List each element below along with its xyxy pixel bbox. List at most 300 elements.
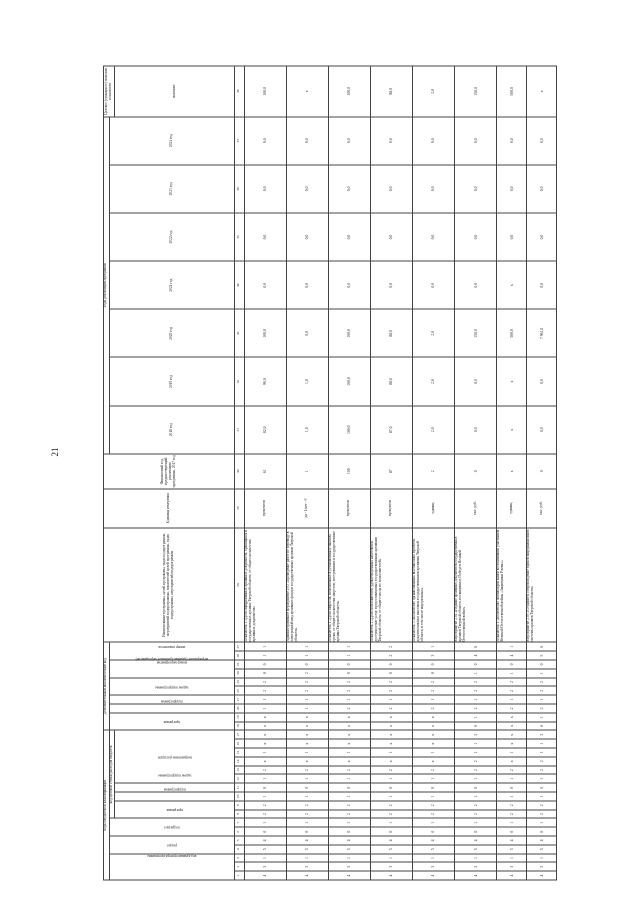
- year-header-2023: 2023 год: [109, 165, 234, 213]
- year-value-cell: 0,0: [328, 165, 370, 213]
- code-cell: 1: [497, 774, 527, 783]
- code-cell: 0: [370, 827, 412, 836]
- code-cell: x: [412, 739, 454, 748]
- code-cell: 2: [328, 810, 370, 819]
- code-cell: 4: [286, 871, 328, 880]
- column-number: 33: [234, 309, 244, 357]
- code-cell: x: [286, 739, 328, 748]
- code-cell: 1: [286, 695, 328, 704]
- code-cell: 3: [526, 730, 556, 739]
- code-cell: 1: [286, 642, 328, 651]
- year-value-cell: 0,0: [497, 165, 527, 213]
- code-cell: 2: [412, 678, 454, 687]
- base-year-cell: 1: [286, 454, 328, 489]
- year-value-cell: 0,0: [244, 213, 286, 261]
- code-cell: x: [244, 713, 286, 722]
- item-name-cell: Административное мероприятие 2.03 «Проведение работ по переводу в электронный вид архивных фондов государственных архивов Тверской области»: [286, 528, 328, 643]
- target-value-cell: 100,0: [328, 66, 370, 117]
- item-name-cell: Мероприятие 2.04 «Издание архивных документов государственных архивов Тверской области, посвященных Победе в Великой Отечественной войне»: [454, 528, 496, 643]
- year-value-cell: 0,0: [286, 261, 328, 309]
- code-cell: x: [497, 757, 527, 766]
- code-cell: x: [497, 722, 527, 731]
- column-number: 35: [234, 213, 244, 261]
- code-cell: 2: [497, 766, 527, 775]
- base-year-cell: 0: [526, 454, 556, 489]
- page-number: 21: [50, 447, 60, 457]
- year-value-cell: 0,0: [244, 165, 286, 213]
- code-cell: 1: [244, 748, 286, 757]
- table-row: [412, 66, 454, 880]
- year-value-cell: 0,0: [328, 213, 370, 261]
- code-cell: 0: [328, 827, 370, 836]
- year-value-cell: 0,0: [526, 406, 556, 454]
- year-value-cell: 0,0: [526, 357, 556, 405]
- target-value-cell: 150,0: [454, 66, 496, 117]
- code-cell: 4: [454, 871, 496, 880]
- item-name-cell: Показатель 1 «Доля запросов, исполненных в установленные законом сроки, от общего количества запросов, поступивших в государственные архивы Тверской области»: [328, 528, 370, 643]
- column-number: 32: [234, 357, 244, 405]
- code-cell: 4: [370, 871, 412, 880]
- code-cell: 1: [526, 748, 556, 757]
- code-cell: 1: [454, 713, 496, 722]
- year-value-cell: 88,0: [370, 357, 412, 405]
- a-indicator-header: номер показателя: [109, 642, 234, 660]
- year-value-cell: 0,0: [412, 117, 454, 165]
- year-header-2022: 2022 год: [109, 213, 234, 261]
- item-name-cell: Показатель 2 «Доля оцифрованных архивных документов, хранящихся в государственных архивах Тверской области, от общего количества архивных документов»: [244, 528, 286, 643]
- column-number: 13: [234, 766, 244, 775]
- a-task-header: задача подпрограммы: [109, 695, 234, 704]
- code-cell: 1: [286, 818, 328, 827]
- column-number: 16: [234, 739, 244, 748]
- base-year-cell: 2: [412, 454, 454, 489]
- column-number: 27: [234, 642, 244, 651]
- unit-cell: единиц: [412, 489, 454, 528]
- year-value-cell: 100,0: [328, 357, 370, 405]
- table-row: [526, 66, 556, 880]
- code-cell: 1: [286, 748, 328, 757]
- code-cell: 2: [412, 801, 454, 810]
- code-cell: 2: [526, 678, 556, 687]
- year-value-cell: 0,0: [244, 117, 286, 165]
- codes-group-header: Коды бюджетной классификации: [104, 730, 110, 880]
- column-numbers-row: [234, 66, 244, 880]
- code-cell: 1: [526, 818, 556, 827]
- code-cell: 0: [286, 783, 328, 792]
- code-cell: 4: [286, 836, 328, 845]
- year-value-cell: 1,0: [286, 406, 328, 454]
- column-number: 2: [234, 862, 244, 871]
- code-cell: 0: [454, 722, 496, 731]
- code-cell: 2: [526, 810, 556, 819]
- code-cell: 1: [370, 792, 412, 801]
- code-cell: 2: [526, 704, 556, 713]
- code-cell: 1: [454, 748, 496, 757]
- code-cell: 2: [497, 810, 527, 819]
- code-cell: 4: [526, 836, 556, 845]
- year-value-cell: 0,0: [370, 213, 412, 261]
- column-number: 3: [234, 854, 244, 863]
- code-cell: 0: [526, 827, 556, 836]
- table-row: [328, 66, 370, 880]
- column-number: 10: [234, 792, 244, 801]
- table-row: [454, 66, 496, 880]
- code-cell: 2: [454, 757, 496, 766]
- column-number: 7: [234, 818, 244, 827]
- year-value-cell: 0,0: [286, 165, 328, 213]
- code-cell: x: [497, 739, 527, 748]
- target-value-cell: 88,0: [370, 66, 412, 117]
- year-value-cell: 0,0: [412, 165, 454, 213]
- year-value-cell: 0,0: [454, 165, 496, 213]
- code-cell: 3: [412, 862, 454, 871]
- code-cell: 1: [526, 774, 556, 783]
- code-cell: 1: [244, 651, 286, 660]
- code-cell: 1: [412, 854, 454, 863]
- code-cell: x: [370, 757, 412, 766]
- code-cell: 2: [328, 686, 370, 695]
- code-cell: 1: [328, 854, 370, 863]
- code-cell: x: [244, 739, 286, 748]
- column-number: 29: [234, 489, 244, 528]
- code-cell: 3: [328, 862, 370, 871]
- code-cell: x: [286, 713, 328, 722]
- target-article-header: код целевой статьи расходов бюджета: [109, 730, 115, 818]
- code-cell: x: [286, 757, 328, 766]
- code-cell: 2: [412, 686, 454, 695]
- code-cell: 0: [526, 642, 556, 651]
- code-cell: 1: [412, 792, 454, 801]
- a-subprogram-header: подпрограмма: [109, 704, 234, 713]
- column-number: 31: [234, 406, 244, 454]
- code-cell: 1: [497, 854, 527, 863]
- code-cell: 1: [526, 669, 556, 678]
- item-name-cell: Показатель 1 «Количество экземпляров книги воспоминаний участников Великой Отечественной войны «Защитники Ржева»»: [497, 528, 527, 643]
- code-cell: x: [370, 713, 412, 722]
- code-cell: 0: [244, 827, 286, 836]
- year-value-cell: 2,0: [412, 357, 454, 405]
- code-cell: 1: [454, 669, 496, 678]
- code-cell: 2: [370, 704, 412, 713]
- code-cell: 1: [526, 695, 556, 704]
- column-number: 26: [234, 651, 244, 660]
- code-cell: 1: [286, 792, 328, 801]
- base-year-cell: x: [497, 454, 527, 489]
- code-cell: x: [412, 730, 454, 739]
- code-cell: 2: [412, 704, 454, 713]
- code-cell: 1: [497, 695, 527, 704]
- year-value-cell: 2,0: [412, 309, 454, 357]
- code-cell: 3: [412, 651, 454, 660]
- year-value-cell: 0,0: [370, 165, 412, 213]
- code-cell: 2: [244, 678, 286, 687]
- code-cell: 3: [370, 862, 412, 871]
- year-value-cell: x: [497, 261, 527, 309]
- column-number: 23: [234, 678, 244, 687]
- code-cell: 3: [454, 730, 496, 739]
- code-cell: 1: [370, 695, 412, 704]
- column-number: 20: [234, 704, 244, 713]
- target-value-cell: 500,0: [497, 66, 527, 117]
- year-value-cell: 150,0: [454, 309, 496, 357]
- code-cell: 1: [454, 695, 496, 704]
- column-number: 15: [234, 748, 244, 757]
- code-cell: 0: [454, 642, 496, 651]
- code-cell: 0: [244, 660, 286, 669]
- year-value-cell: 0,0: [454, 117, 496, 165]
- value-header: значение: [115, 66, 235, 117]
- code-cell: 2: [526, 757, 556, 766]
- code-cell: 0: [526, 660, 556, 669]
- code-cell: 1: [244, 704, 286, 713]
- admin-code-header: код администратора программы: [109, 854, 234, 880]
- code-cell: x: [286, 722, 328, 731]
- code-cell: 1: [286, 704, 328, 713]
- column-number: 6: [234, 827, 244, 836]
- code-cell: 4: [497, 651, 527, 660]
- code-cell: 0: [328, 783, 370, 792]
- year-value-cell: 0,0: [370, 117, 412, 165]
- year-value-cell: 500,0: [497, 309, 527, 357]
- column-number: 8: [234, 810, 244, 819]
- year-value-cell: 100,0: [328, 309, 370, 357]
- base-year-cell: 0: [454, 454, 496, 489]
- code-cell: x: [370, 739, 412, 748]
- column-number: 38: [234, 66, 244, 117]
- code-cell: 2: [328, 678, 370, 687]
- code-cell: 4: [244, 871, 286, 880]
- code-cell: 2: [244, 686, 286, 695]
- year-header-2020: 2020 год: [109, 309, 234, 357]
- code-cell: 1: [244, 854, 286, 863]
- code-cell: 1: [526, 739, 556, 748]
- code-cell: 5: [370, 845, 412, 854]
- code-cell: 1: [328, 818, 370, 827]
- code-cell: x: [328, 730, 370, 739]
- code-cell: 2: [370, 642, 412, 651]
- code-cell: 0: [370, 669, 412, 678]
- unit-cell: тыс. руб.: [454, 489, 496, 528]
- code-cell: 2: [497, 801, 527, 810]
- code-cell: 5: [526, 845, 556, 854]
- column-number: 28: [234, 528, 244, 643]
- code-cell: 0: [244, 669, 286, 678]
- table-body: [234, 66, 556, 880]
- item-name-cell: Показатель 3 «Количество организованных выставочных проектов, документальных выставок государственными архивами Тверской области, в том числе виртуальных»: [412, 528, 454, 643]
- code-cell: 3: [526, 862, 556, 871]
- code-cell: 2: [412, 766, 454, 775]
- unit-cell: процентов: [328, 489, 370, 528]
- unit-cell: процентов: [370, 489, 412, 528]
- code-cell: 2: [328, 766, 370, 775]
- year-value-cell: 0,0: [526, 117, 556, 165]
- column-number: 30: [234, 454, 244, 489]
- code-cell: 2: [454, 810, 496, 819]
- code-cell: x: [497, 713, 527, 722]
- code-cell: 5: [497, 845, 527, 854]
- code-cell: 1: [526, 854, 556, 863]
- target-value-cell: x: [526, 66, 556, 117]
- code-cell: 1: [454, 818, 496, 827]
- year-value-cell: 0,0: [286, 213, 328, 261]
- code-cell: 3: [286, 862, 328, 871]
- code-cell: 4: [497, 871, 527, 880]
- code-cell: 3: [454, 862, 496, 871]
- task-code-header: задача подпрограммы: [115, 783, 235, 792]
- code-cell: 4: [370, 836, 412, 845]
- year-value-cell: 0,0: [286, 309, 328, 357]
- code-cell: 2: [244, 810, 286, 819]
- code-cell: x: [412, 713, 454, 722]
- column-number: 14: [234, 757, 244, 766]
- years-group-header: Годы реализации программы: [104, 117, 110, 454]
- column-number: 5: [234, 836, 244, 845]
- code-cell: x: [244, 722, 286, 731]
- year-value-cell: 0,0: [328, 117, 370, 165]
- code-cell: x: [244, 757, 286, 766]
- column-number: 17: [234, 730, 244, 739]
- code-cell: 1: [244, 792, 286, 801]
- target-value-cell: 100,0: [244, 66, 286, 117]
- year-value-cell: 0,0: [454, 213, 496, 261]
- code-cell: 2: [370, 801, 412, 810]
- code-cell: 2: [370, 766, 412, 775]
- code-cell: 2: [526, 801, 556, 810]
- code-cell: 1: [244, 695, 286, 704]
- code-cell: 4: [526, 871, 556, 880]
- code-cell: 4: [328, 836, 370, 845]
- column-number: 37: [234, 117, 244, 165]
- year-value-cell: 0,0: [526, 261, 556, 309]
- code-cell: 4: [454, 651, 496, 660]
- code-cell: 1: [497, 818, 527, 827]
- code-cell: 1: [412, 695, 454, 704]
- code-cell: 2: [286, 810, 328, 819]
- code-cell: 0: [526, 722, 556, 731]
- year-value-cell: 0,0: [526, 213, 556, 261]
- code-cell: 1: [286, 774, 328, 783]
- code-cell: x: [244, 730, 286, 739]
- code-cell: 4: [328, 871, 370, 880]
- subprogram-code-header: подпрограмма: [115, 792, 235, 801]
- code-cell: 5: [412, 845, 454, 854]
- unit-cell: тыс. руб.: [526, 489, 556, 528]
- base-year-cell: 100: [328, 454, 370, 489]
- year-value-cell: 100,0: [328, 406, 370, 454]
- code-cell: x: [328, 757, 370, 766]
- year-value-cell: 0,0: [370, 261, 412, 309]
- code-cell: 1: [497, 669, 527, 678]
- column-number: 11: [234, 783, 244, 792]
- code-cell: 2: [454, 766, 496, 775]
- code-cell: 1: [244, 642, 286, 651]
- year-value-cell: 0,0: [412, 261, 454, 309]
- year-value-cell: x: [497, 357, 527, 405]
- code-cell: x: [497, 730, 527, 739]
- code-cell: 5: [244, 845, 286, 854]
- table-row: [286, 66, 328, 880]
- code-cell: 4: [497, 836, 527, 845]
- code-cell: 1: [497, 642, 527, 651]
- code-cell: 1: [244, 818, 286, 827]
- code-cell: 1: [370, 854, 412, 863]
- unit-cell: процентов: [244, 489, 286, 528]
- code-cell: x: [328, 713, 370, 722]
- code-cell: 2: [328, 704, 370, 713]
- year-value-cell: 100,0: [244, 309, 286, 357]
- code-cell: 3: [244, 862, 286, 871]
- item-name-cell: Показатель 2 «Доля пользователей, удовлетворенных качеством и доступностью услуг, предоставляемых государственными архивами Тверской области, от общего числа их пользователей»: [370, 528, 412, 643]
- code-cell: 2: [526, 686, 556, 695]
- table-row: [497, 66, 527, 880]
- year-value-cell: 90,0: [244, 357, 286, 405]
- code-cell: 0: [328, 660, 370, 669]
- code-cell: 0: [497, 783, 527, 792]
- unit-cell: да - 1/нет - 0: [286, 489, 328, 528]
- column-number: 36: [234, 165, 244, 213]
- year-value-cell: 0,0: [454, 261, 496, 309]
- code-cell: x: [370, 722, 412, 731]
- code-cell: 0: [454, 783, 496, 792]
- code-cell: 0: [454, 827, 496, 836]
- year-value-cell: x: [497, 406, 527, 454]
- column-number: 34: [234, 261, 244, 309]
- code-cell: 2: [454, 686, 496, 695]
- year-value-cell: 0,0: [526, 165, 556, 213]
- code-cell: 2: [286, 669, 328, 678]
- year-value-cell: 0,0: [454, 357, 496, 405]
- code-cell: 5: [286, 845, 328, 854]
- code-cell: 2: [370, 651, 412, 660]
- code-cell: 1: [286, 651, 328, 660]
- code-cell: 2: [244, 801, 286, 810]
- direction-code-header: направление расходов: [115, 730, 235, 783]
- code-cell: 2: [370, 678, 412, 687]
- code-cell: 1: [370, 774, 412, 783]
- column-number: 4: [234, 845, 244, 854]
- code-cell: x: [412, 722, 454, 731]
- code-cell: 0: [412, 660, 454, 669]
- code-cell: 2: [286, 766, 328, 775]
- code-cell: 1: [454, 854, 496, 863]
- activity-code-group-header: Дополнительный аналитический код: [104, 642, 110, 730]
- code-cell: 0: [526, 783, 556, 792]
- year-header-2024: 2024 год: [109, 117, 234, 165]
- column-number: 25: [234, 660, 244, 669]
- code-cell: 1: [244, 774, 286, 783]
- year-value-cell: 1,0: [286, 357, 328, 405]
- code-cell: 1: [526, 713, 556, 722]
- code-cell: 1: [412, 642, 454, 651]
- code-cell: 1: [328, 695, 370, 704]
- year-value-cell: 0,0: [244, 261, 286, 309]
- a-program-header: программа: [109, 713, 234, 731]
- year-value-cell: 88,0: [370, 309, 412, 357]
- code-cell: x: [286, 730, 328, 739]
- code-cell: 1: [328, 774, 370, 783]
- code-cell: 0: [412, 827, 454, 836]
- code-cell: 2: [497, 686, 527, 695]
- code-cell: 5: [454, 845, 496, 854]
- code-cell: 3: [497, 862, 527, 871]
- column-number: 24: [234, 669, 244, 678]
- year-value-cell: 0,0: [328, 261, 370, 309]
- code-cell: 4: [412, 836, 454, 845]
- column-number: 19: [234, 713, 244, 722]
- code-cell: 4: [412, 871, 454, 880]
- code-cell: 2: [454, 801, 496, 810]
- code-cell: 0: [370, 783, 412, 792]
